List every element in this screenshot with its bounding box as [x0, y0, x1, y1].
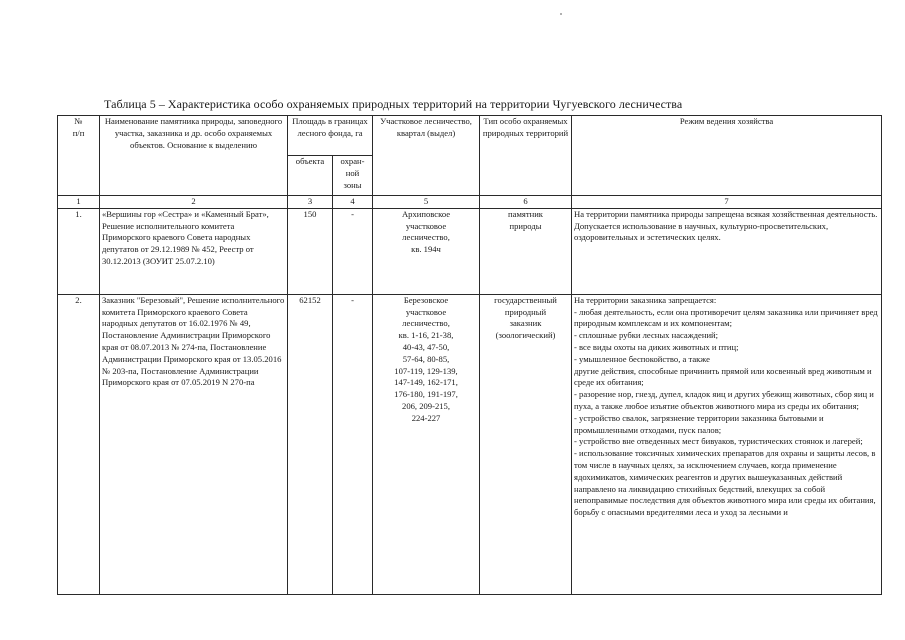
colnum: 3	[288, 196, 333, 209]
row-district: Архиповское участковое лесничество, кв. 194ч	[373, 208, 480, 294]
colnum: 5	[373, 196, 480, 209]
table-caption: Таблица 5 – Характеристика особо охраняемых природных территорий на территории Чугуевского лесничества	[104, 97, 683, 111]
row-name: Заказник "Березовый", Решение исполнительного комитета Приморского краевого Совета народных депутатов от 16.02.1976 № 49, Постановление Администрации Приморского края от 08.07.2013 № 274-па, Постановление Администрации Приморского края от 13.05.2016 № 203-па, Постановление Администрации Приморского края от 07.05.2019 N 270-па	[100, 294, 288, 594]
row-area-zone: -	[333, 208, 373, 294]
row-district: Березовское участковое лесничество, кв. 1-16, 21-38, 40-43, 47-50, 57-64, 80-85, 107-119, 129-139, 147-149, 162-171, 176-180, 191-197, 206, 209-215, 224-227	[373, 294, 480, 594]
header-area-object: объекта	[288, 156, 333, 196]
colnum: 1	[58, 196, 100, 209]
header-district: Участковое лесничество, квартал (выдел)	[373, 116, 480, 196]
row-regime: На территории памятника природы запрещена всякая хозяйственная деятельность. Допускается использование в научных, культурно-просветительских, оздоровительных и эстетических целях.	[572, 208, 882, 294]
row-num: 2.	[58, 294, 100, 594]
header-type: Тип особо охраняемых природных территорий	[480, 116, 572, 196]
header-area: Площадь в границах лесного фонда, га	[288, 116, 373, 156]
scan-speck	[560, 13, 562, 15]
row-regime: На территории заказника запрещается: - любая деятельность, если она противоречит целям заказника или причиняет вред природным комплексам и их компонентам; - сплошные рубки лесных насаждений; - все виды охоты на диких животных и птиц; - умышленное беспокойство, а также другие действия, способные причинить прямой или косвенный вред животным и среде их обитания; - разорение нор, гнезд, дупел, кладок яиц и других убежищ животных, сбор яиц и пуха, а также любое изъятие объектов животного мира из среды их обитания; - устройство свалок, загрязнение территории заказника бытовыми и промышленными отходами, пуск палов; - устройство вне отведенных мест бивуаков, туристических стоянок и лагерей; - использование токсичных химических препаратов для охраны и защиты лесов, в том числе в научных целях, за исключением случаев, когда применение ядохимикатов, химических реагентов и других вышеуказанных действий направлено на ликвидацию стихийных бедствий, влекущих за собой непоправимые последствия для объектов животного мира или среды их обитания, борьбу с опасными вредителями леса и уход за лесными и	[572, 294, 882, 594]
protected-areas-table	[57, 115, 882, 595]
header-area-zone: охран- ной зоны	[333, 156, 373, 196]
header-row-top	[58, 116, 882, 156]
header-num: № п/п	[58, 116, 100, 196]
row-area-zone: -	[333, 294, 373, 594]
colnum: 4	[333, 196, 373, 209]
table-row	[58, 294, 882, 594]
table-row	[58, 208, 882, 294]
row-type: памятник природы	[480, 208, 572, 294]
row-num: 1.	[58, 208, 100, 294]
row-area-object: 150	[288, 208, 333, 294]
row-type: государственный природный заказник (зоологический)	[480, 294, 572, 594]
row-area-object: 62152	[288, 294, 333, 594]
header-regime: Режим ведения хозяйства	[572, 116, 882, 196]
colnum: 7	[572, 196, 882, 209]
row-name: «Вершины гор «Сестра» и «Каменный Брат», Решение исполнительного комитета Приморского краевого Совета народных депутатов от 29.12.1989 № 452, Реестр от 30.12.2013 (ЗОУИТ 25.07.2.10)	[100, 208, 288, 294]
header-name: Наименование памятника природы, заповедного участка, заказника и др. особо охраняемых объектов. Основание к выделению	[100, 116, 288, 196]
colnum: 6	[480, 196, 572, 209]
column-numbers-row	[58, 196, 882, 209]
colnum: 2	[100, 196, 288, 209]
